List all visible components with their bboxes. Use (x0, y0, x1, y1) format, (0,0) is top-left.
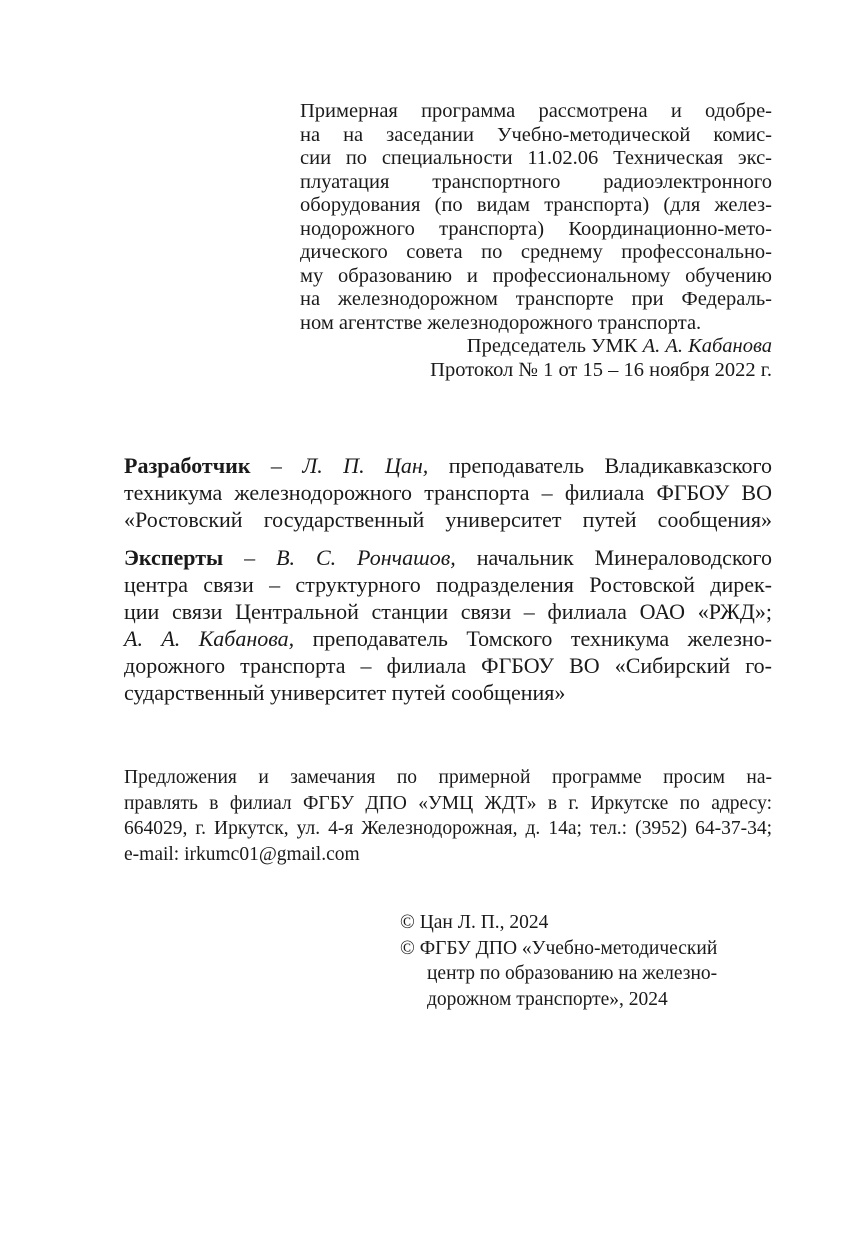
copyright-line: центр по образованию на железно- (427, 963, 718, 984)
experts-line (124, 544, 772, 571)
contact-line: 664029, г. Иркутск, ул. 4-я Железнодорожная, д. 14а; тел.: (3952) 64-37-34; (124, 818, 772, 839)
approval-line: ном агентстве железнодорожного транспорта. (300, 311, 702, 334)
copyright-line: © ФГБУ ДПО «Учебно-методический (400, 937, 718, 959)
copyright-line: © Цан Л. П., 2024 (400, 912, 549, 933)
approval-line: нодорожного транспорта) Координационно-мето- (300, 217, 772, 240)
approval-line: на железнодорожном транспорте при Федераль- (300, 288, 772, 310)
experts-line: сударственный университет путей сообщения» (124, 680, 566, 705)
experts-label: Эксперты (124, 545, 224, 570)
chair-name: А. А. Кабанова (642, 335, 772, 357)
approval-line: плуатация транспортного радиоэлектронного (300, 170, 772, 193)
contact-email: e-mail: irkumc01@gmail.com (124, 843, 360, 865)
approval-note (300, 100, 772, 382)
expert-name: В. С. Рончашов, (276, 545, 456, 570)
approval-line: оборудования (по видам транспорта) (для желез- (300, 194, 772, 216)
approval-line: му образованию и профессиональному обучению (300, 264, 772, 287)
copyright-block (400, 910, 772, 1012)
chair-line (300, 335, 772, 359)
experts-line: дорожного транспорта – филиала ФГБОУ ВО «Сибирский го- (124, 653, 772, 678)
contact-line: Предложения и замечания по примерной программе просим на- (124, 767, 772, 788)
protocol-line: Протокол № 1 от 15 – 16 ноября 2022 г. (430, 358, 772, 381)
approval-line: дического совета по среднему профессонально- (300, 241, 772, 263)
chair-label: Председатель УМК (466, 335, 643, 357)
developer-line (124, 452, 772, 479)
experts-line: центра связи – структурного подразделения Ростовской дирек- (124, 572, 772, 597)
developer-label: Разработчик (124, 453, 251, 478)
approval-line: сии по специальности 11.02.06 Техническая экс- (300, 147, 772, 169)
expert-position: начальник Минераловодского (455, 545, 772, 570)
experts-dash: – (223, 545, 277, 570)
contact-note (124, 765, 772, 867)
experts-line: ции связи Центральной станции связи – филиала ОАО «РЖД»; (124, 599, 772, 624)
approval-line: Примерная программа рассмотрена и одобре- (300, 100, 772, 122)
contact-line: правлять в филиал ФГБУ ДПО «УМЦ ЖДТ» в г. Иркутске по адресу: (124, 792, 772, 814)
approval-line: на на заседании Учебно-методической комис- (300, 123, 772, 146)
developer-line: техникума железнодорожного транспорта – филиала ФГБОУ ВО (124, 480, 772, 505)
expert-name: А. А. Кабанова, (124, 626, 295, 651)
credits-section (124, 452, 772, 706)
developer-line: «Ростовский государственный университет путей сообщения» (124, 507, 772, 532)
developer-position: преподаватель Владикавказского (428, 453, 772, 478)
expert-position: преподаватель Томского техникума железно- (294, 626, 772, 651)
developer-dash: – (250, 453, 303, 478)
copyright-line: дорожном транспорте», 2024 (427, 988, 668, 1010)
experts-line (124, 625, 772, 652)
developer-name: Л. П. Цан, (302, 453, 429, 478)
